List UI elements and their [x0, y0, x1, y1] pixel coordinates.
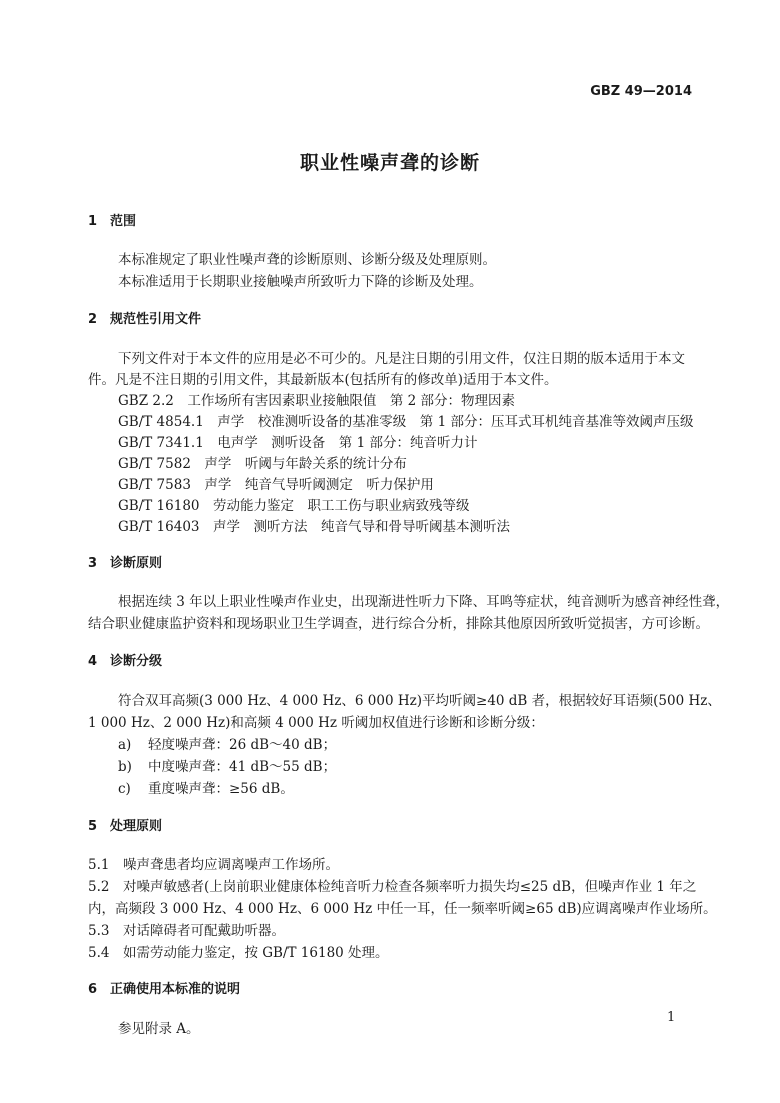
- section-1-paragraph-1: 本标准规定了职业性噪声聋的诊断原则、诊断分级及处理原则。: [118, 252, 496, 268]
- clause-5-2-line-1: 5.2 对噪声敏感者(上岗前职业健康体检纯音听力检查各频率听力损失均≤25 dB，但噪声作业 1 年之: [88, 879, 697, 895]
- section-1-paragraph-2: 本标准适用于长期职业接触噪声所致听力下降的诊断及处理。: [118, 274, 483, 290]
- clause-5-3: 5.3 对话障碍者可配戴助听器。: [88, 923, 285, 939]
- clause-5-2-line-2: 内，高频段 3 000 Hz、4 000 Hz、6 000 Hz 中任一耳，任一频率听阈≥65 dB)应调离噪声作业场所。: [88, 901, 717, 917]
- section-2-heading: 2 规范性引用文件: [88, 312, 202, 327]
- standard-number: GBZ 49—2014: [590, 84, 692, 99]
- document-title: 职业性噪声聋的诊断: [299, 152, 480, 174]
- page-number: 1: [667, 1010, 676, 1025]
- section-5-heading: 5 处理原则: [88, 819, 163, 834]
- section-4-line-1: 符合双耳高频(3 000 Hz、4 000 Hz、6 000 Hz)平均听阈≥40 dB 者，根据较好耳语频(500 Hz、: [118, 693, 721, 709]
- section-3-line-2: 结合职业健康监护资料和现场职业卫生学调查，进行综合分析，排除其他原因所致听觉损害，方可诊断。: [88, 616, 709, 632]
- clause-5-1: 5.1 噪声聋患者均应调离噪声工作场所。: [88, 857, 339, 873]
- section-3-heading: 3 诊断原则: [88, 556, 163, 571]
- grade-item: c) 重度噪声聋：≥56 dB。: [118, 781, 294, 797]
- section-4-line-2: 1 000 Hz、2 000 Hz)和高频 4 000 Hz 听阈加权值进行诊断和诊断分级：: [88, 715, 544, 731]
- grade-item: b) 中度噪声聋：41 dB～55 dB；: [118, 759, 337, 775]
- clause-5-4: 5.4 如需劳动能力鉴定，按 GB/T 16180 处理。: [88, 945, 389, 961]
- reference-item: GB/T 7583 声学 纯音气导听阈测定 听力保护用: [118, 477, 434, 493]
- reference-item: GB/T 7582 声学 听阈与年龄关系的统计分布: [118, 456, 407, 472]
- section-1-heading: 1 范围: [88, 214, 137, 229]
- section-6-paragraph: 参见附录 A。: [118, 1021, 200, 1037]
- reference-item: GB/T 7341.1 电声学 测听设备 第 1 部分：纯音听力计: [118, 435, 478, 451]
- reference-item: GB/T 16180 劳动能力鉴定 职工工伤与职业病致残等级: [118, 498, 470, 514]
- section-3-line-1: 根据连续 3 年以上职业性噪声作业史，出现渐进性听力下降、耳鸣等症状，纯音测听为感音神经性聋，: [118, 594, 730, 610]
- grade-item: a) 轻度噪声聋：26 dB～40 dB；: [118, 737, 337, 753]
- reference-item: GBZ 2.2 工作场所有害因素职业接触限值 第 2 部分：物理因素: [118, 393, 516, 409]
- section-2-intro-line-1: 下列文件对于本文件的应用是必不可少的。凡是注日期的引用文件，仅注日期的版本适用于本文: [118, 351, 685, 367]
- section-4-heading: 4 诊断分级: [88, 654, 163, 669]
- reference-item: GB/T 4854.1 声学 校准测听设备的基准零级 第 1 部分：压耳式耳机纯音基准等效阈声压级: [118, 414, 694, 430]
- section-2-intro-line-2: 件。凡是不注日期的引用文件，其最新版本(包括所有的修改单)适用于本文件。: [88, 372, 558, 388]
- reference-item: GB/T 16403 声学 测听方法 纯音气导和骨导听阈基本测听法: [118, 519, 510, 535]
- section-6-heading: 6 正确使用本标准的说明: [88, 982, 241, 997]
